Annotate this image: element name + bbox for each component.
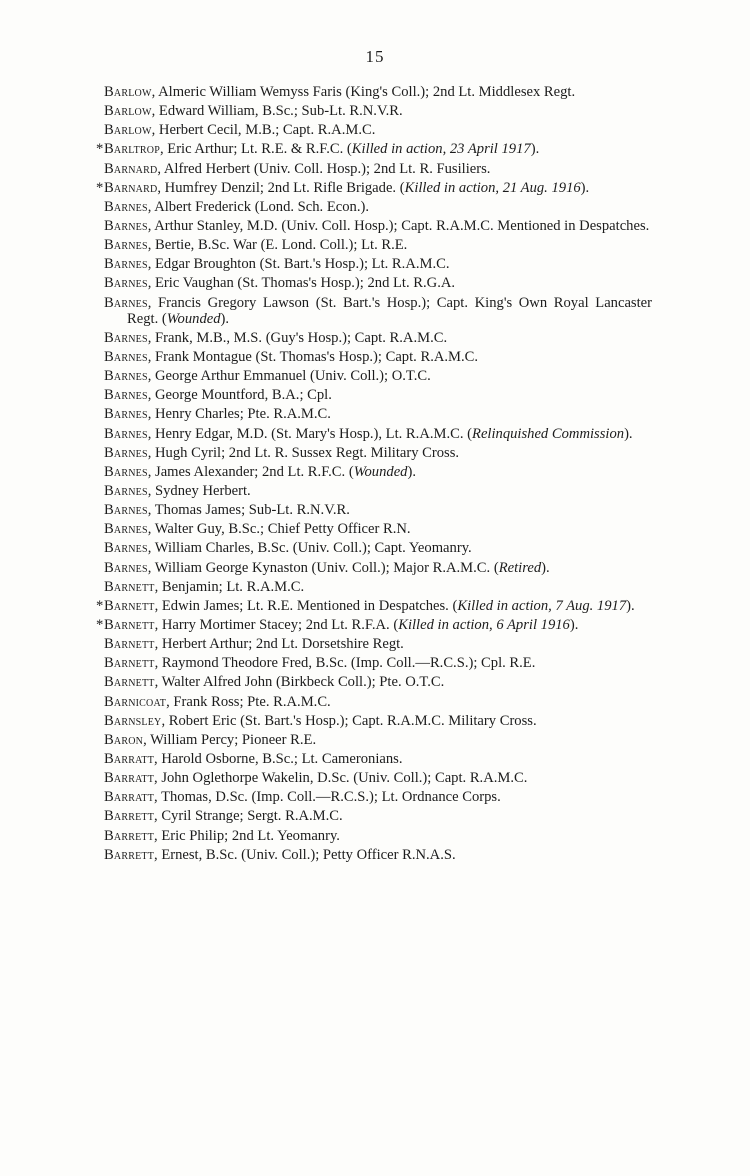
list-item: *Barnard, Humfrey Denzil; 2nd Lt. Rifle Brigade. (Killed in action, 21 Aug. 1916). xyxy=(96,179,590,196)
entry-surname: Barnes xyxy=(104,275,148,292)
entry-surname: Barnes xyxy=(104,559,148,576)
list-item xyxy=(104,751,652,767)
roll-of-service-list xyxy=(96,84,652,866)
entry-details: , Herbert Cecil, M.B.; Capt. R.A.M.C. xyxy=(151,122,376,139)
entry-details: , Albert Frederick (Lond. Sch. Econ.). xyxy=(147,198,369,215)
list-item xyxy=(104,330,652,346)
entry-surname: Barnett xyxy=(104,674,155,691)
entry-details: , Eric Arthur; Lt. R.E. & R.F.C. (Killed in action, 23 April 1917). xyxy=(159,141,540,158)
list-item xyxy=(104,122,652,138)
entry-details: , Henry Charles; Pte. R.A.M.C. xyxy=(147,406,331,423)
list-item xyxy=(104,275,652,291)
page-number: 15 xyxy=(365,47,385,66)
entry-surname: Barrett xyxy=(104,808,155,825)
status-remark: Retired xyxy=(498,559,542,576)
entry-details: , Cyril Strange; Sergt. R.A.M.C. xyxy=(154,808,343,825)
entry-surname: Barnett xyxy=(104,636,155,653)
entry-details: , Thomas James; Sub-Lt. R.N.V.R. xyxy=(147,502,350,519)
status-remark: Wounded xyxy=(166,310,221,327)
entry-details: , Hugh Cyril; 2nd Lt. R. Sussex Regt. Military Cross. xyxy=(147,444,460,461)
status-remark: Killed in action, 23 April 1917 xyxy=(351,141,531,158)
list-item xyxy=(104,218,652,234)
status-remark: Relinquished Commission xyxy=(472,425,625,442)
entry-details: , Harry Mortimer Stacey; 2nd Lt. R.F.A. (Killed in action, 6 April 1916). xyxy=(154,617,579,633)
entry-details: , Francis Gregory Lawson (St. Bart.'s Hosp.); Capt. King's Own Royal Lancaster Regt. (Wounded). xyxy=(127,294,652,327)
list-item xyxy=(104,426,652,442)
list-item xyxy=(104,540,652,556)
entry-surname: Barnes xyxy=(104,540,148,557)
entry-surname: Barnard xyxy=(104,160,158,177)
list-item xyxy=(104,579,652,595)
list-item xyxy=(104,502,652,518)
list-item xyxy=(104,349,652,365)
list-item xyxy=(104,406,652,422)
entry-details: , Robert Eric (St. Bart.'s Hosp.); Capt. R.A.M.C. Military Cross. xyxy=(161,712,537,729)
entry-surname: Barratt xyxy=(104,789,155,806)
entry-details: , Sydney Herbert. xyxy=(147,483,251,500)
entry-surname: Barnes xyxy=(104,387,148,404)
entry-details: , Ernest, B.Sc. (Univ. Coll.); Petty Officer R.N.A.S. xyxy=(154,846,456,863)
list-item xyxy=(104,445,652,461)
entry-details: , Herbert Arthur; 2nd Lt. Dorsetshire Regt. xyxy=(154,636,404,653)
entry-surname: Barnes xyxy=(104,444,148,461)
entry-details: , Frank Ross; Pte. R.A.M.C. xyxy=(166,693,331,710)
entry-surname: Barnes xyxy=(104,329,148,346)
list-item xyxy=(104,808,652,824)
entry-details: , George Arthur Emmanuel (Univ. Coll.); O.T.C. xyxy=(147,368,431,385)
entry-surname: Barnett xyxy=(104,655,155,672)
list-item xyxy=(104,732,652,748)
entry-surname: Barnes xyxy=(104,217,148,234)
status-remark: Killed in action, 6 April 1916 xyxy=(398,617,570,633)
list-item xyxy=(104,103,652,119)
entry-details: , Bertie, B.Sc. War (E. Lond. Coll.); Lt. R.E. xyxy=(147,237,408,254)
list-item xyxy=(104,674,652,690)
status-remark: Killed in action, 21 Aug. 1916 xyxy=(404,179,581,196)
entry-details: , John Oglethorpe Wakelin, D.Sc. (Univ. Coll.); Capt. R.A.M.C. xyxy=(154,770,528,787)
entry-surname: Barnes xyxy=(104,406,148,423)
entry-surname: Barnes xyxy=(104,349,148,366)
list-item xyxy=(104,713,652,729)
entry-details: , Henry Edgar, M.D. (St. Mary's Hosp.), Lt. R.A.M.C. (Relinquished Commission). xyxy=(147,425,633,442)
entry-surname: Barratt xyxy=(104,770,155,787)
list-item xyxy=(104,84,652,100)
entry-surname: Barnicoat xyxy=(104,693,167,710)
entry-details: , Arthur Stanley, M.D. (Univ. Coll. Hosp.); Capt. R.A.M.C. Mentioned in Despatches. xyxy=(147,217,650,234)
entry-details: , Eric Vaughan (St. Thomas's Hosp.); 2nd Lt. R.G.A. xyxy=(147,275,456,292)
entry-surname: Barnes xyxy=(104,368,148,385)
status-remark: Killed in action, 7 Aug. 1917 xyxy=(457,597,627,614)
list-item xyxy=(104,694,652,710)
list-item xyxy=(104,161,652,177)
entry-surname: Barnes xyxy=(104,463,148,480)
entry-surname: Barlow xyxy=(104,84,152,100)
entry-surname: Baron xyxy=(104,731,144,748)
list-item xyxy=(104,237,652,253)
list-item xyxy=(104,560,652,576)
list-item xyxy=(104,199,652,215)
entry-details: , Edwin James; Lt. R.E. Mentioned in Despatches. (Killed in action, 7 Aug. 1917). xyxy=(154,597,635,614)
entry-details: , Humfrey Denzil; 2nd Lt. Rifle Brigade. (Killed in action, 21 Aug. 1916). xyxy=(157,179,590,196)
entry-surname: Barnett xyxy=(104,617,155,633)
list-item xyxy=(104,770,652,786)
list-item xyxy=(104,847,652,863)
entry-surname: Barratt xyxy=(104,750,155,767)
list-item: *Barltrop, Eric Arthur; Lt. R.E. & R.F.C. (Killed in action, 23 April 1917). xyxy=(96,141,540,158)
status-remark: Wounded xyxy=(353,463,408,480)
entry-surname: Barnett xyxy=(104,578,155,595)
entry-details: , Benjamin; Lt. R.A.M.C. xyxy=(154,578,305,595)
entry-surname: Barlow xyxy=(104,103,152,120)
entry-details: , George Mountford, B.A.; Cpl. xyxy=(147,387,332,404)
list-item xyxy=(104,256,652,272)
list-item xyxy=(104,789,652,805)
entry-details: , Walter Guy, B.Sc.; Chief Petty Officer R.N. xyxy=(147,521,411,538)
entry-details: , Raymond Theodore Fred, B.Sc. (Imp. Coll.—R.C.S.); Cpl. R.E. xyxy=(154,655,536,672)
entry-details: , Thomas, D.Sc. (Imp. Coll.—R.C.S.); Lt. Ordnance Corps. xyxy=(154,789,501,806)
entry-surname: Barnes xyxy=(104,502,148,519)
entry-details: , Almeric William Wemyss Faris (King's Coll.); 2nd Lt. Middlesex Regt. xyxy=(151,84,576,100)
list-item xyxy=(104,387,652,403)
entry-details: , Edward William, B.Sc.; Sub-Lt. R.N.V.R. xyxy=(151,103,403,120)
list-item: *Barnett, Harry Mortimer Stacey; 2nd Lt. R.F.A. (Killed in action, 6 April 1916). xyxy=(96,617,579,633)
entry-details: , Frank, M.B., M.S. (Guy's Hosp.); Capt. R.A.M.C. xyxy=(147,329,448,346)
entry-surname: Barnsley xyxy=(104,712,162,729)
entry-surname: Barnes xyxy=(104,294,148,311)
entry-details: , Harold Osborne, B.Sc.; Lt. Cameronians. xyxy=(154,750,403,767)
entry-surname: Barnes xyxy=(104,256,148,273)
entry-surname: Barnes xyxy=(104,237,148,254)
list-item: *Barnett, Edwin James; Lt. R.E. Mentioned in Despatches. (Killed in action, 7 Aug. 1917). xyxy=(96,597,635,614)
entry-surname: Barnes xyxy=(104,483,148,500)
list-item xyxy=(104,521,652,537)
entry-surname: Barlow xyxy=(104,122,152,139)
entry-details: , Frank Montague (St. Thomas's Hosp.); Capt. R.A.M.C. xyxy=(147,349,479,366)
entry-details: , Walter Alfred John (Birkbeck Coll.); Pte. O.T.C. xyxy=(154,674,445,691)
entry-surname: Barnett xyxy=(104,597,155,614)
entry-details: , James Alexander; 2nd Lt. R.F.C. (Wounded). xyxy=(147,463,416,480)
entry-surname: Barnes xyxy=(104,198,148,215)
entry-details: , William Percy; Pioneer R.E. xyxy=(143,731,317,748)
list-item xyxy=(104,464,652,480)
entry-details: , Eric Philip; 2nd Lt. Yeomanry. xyxy=(154,827,340,844)
entry-surname: Barnes xyxy=(104,425,148,442)
list-item xyxy=(104,368,652,384)
list-item xyxy=(104,828,652,844)
entry-surname: Barnard xyxy=(104,179,158,196)
entry-details: , William George Kynaston (Univ. Coll.); Major R.A.M.C. (Retired). xyxy=(147,559,550,576)
list-item xyxy=(104,655,652,671)
entry-surname: Barnes xyxy=(104,521,148,538)
entry-surname: Barrett xyxy=(104,846,155,863)
entry-surname: Barltrop xyxy=(104,141,160,158)
list-item xyxy=(104,483,652,499)
entry-details: , Alfred Herbert (Univ. Coll. Hosp.); 2nd Lt. R. Fusiliers. xyxy=(157,160,491,177)
entry-surname: Barrett xyxy=(104,827,155,844)
list-item xyxy=(104,295,652,327)
entry-details: , William Charles, B.Sc. (Univ. Coll.); Capt. Yeomanry. xyxy=(147,540,472,557)
entry-details: , Edgar Broughton (St. Bart.'s Hosp.); Lt. R.A.M.C. xyxy=(147,256,450,273)
list-item xyxy=(104,636,652,652)
